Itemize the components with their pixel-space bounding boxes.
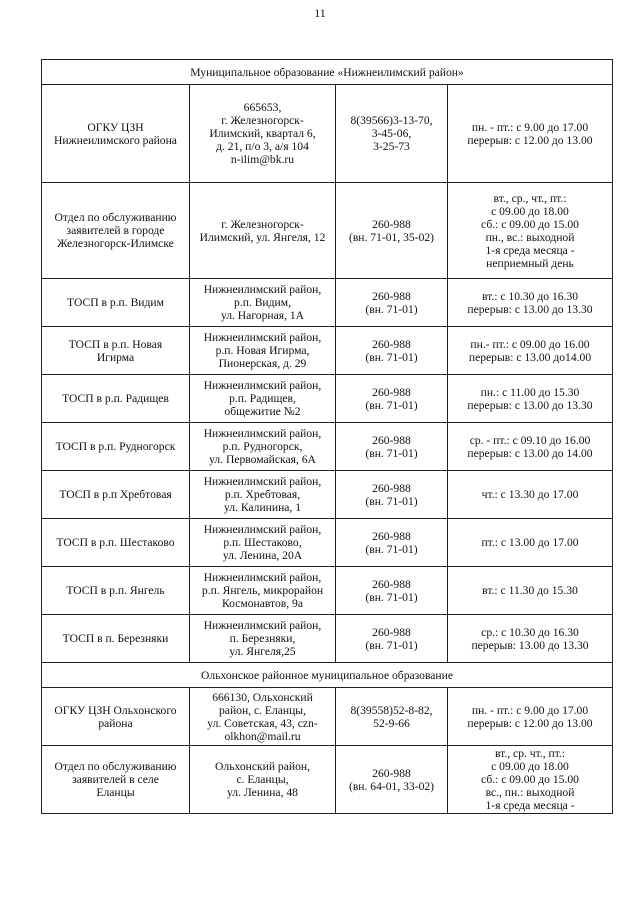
table-row	[42, 519, 613, 567]
employment-centers-table	[41, 59, 613, 814]
office-hours: ср. - пт.: с 09.10 до 16.00 перерыв: с 13.00 до 14.00	[448, 423, 613, 471]
office-name: ТОСП в р.п. Рудногорск	[42, 423, 190, 471]
office-address: Нижнеилимский район, р.п. Новая Игирма, Пионерская, д. 29	[190, 327, 336, 375]
office-phone: 260-988 (вн. 71-01)	[336, 327, 448, 375]
table-row	[42, 279, 613, 327]
office-hours: вт., ср. чт., пт.: с 09.00 до 18.00 сб.: с 09.00 до 15.00 вс., пн.: выходной 1-я среда месяца -	[448, 746, 613, 814]
office-name: ОГКУ ЦЗН Ольхонского района	[42, 688, 190, 746]
office-phone: 260-988 (вн. 71-01, 35-02)	[336, 183, 448, 279]
table-row	[42, 688, 613, 746]
section-header-row	[42, 663, 613, 688]
office-phone: 260-988 (вн. 71-01)	[336, 423, 448, 471]
office-name: ТОСП в п. Березняки	[42, 615, 190, 663]
office-hours: пн.- пт.: с 09.00 до 16.00 перерыв: с 13.00 до14.00	[448, 327, 613, 375]
office-address: г. Железногорск- Илимский, ул. Янгеля, 12	[190, 183, 336, 279]
office-hours: пт.: с 13.00 до 17.00	[448, 519, 613, 567]
section-title: Ольхонское районное муниципальное образование	[42, 663, 613, 688]
table-row	[42, 471, 613, 519]
office-hours: пн. - пт.: с 9.00 до 17.00 перерыв: с 12.00 до 13.00	[448, 688, 613, 746]
section-title: Муниципальное образование «Нижнеилимский район»	[42, 60, 613, 85]
office-hours: вт.: с 11.30 до 15.30	[448, 567, 613, 615]
office-name: ТОСП в р.п. Радищев	[42, 375, 190, 423]
office-address: Нижнеилимский район, р.п. Рудногорск, ул. Первомайская, 6А	[190, 423, 336, 471]
table-row	[42, 327, 613, 375]
office-name: ТОСП в р.п. Шестаково	[42, 519, 190, 567]
office-hours: чт.: с 13.30 до 17.00	[448, 471, 613, 519]
office-name: ТОСП в р.п Хребтовая	[42, 471, 190, 519]
section-header-row	[42, 60, 613, 85]
table-row	[42, 423, 613, 471]
office-name: Отдел по обслуживанию заявителей в селе Еланцы	[42, 746, 190, 814]
table-row	[42, 746, 613, 814]
office-hours: вт.: с 10.30 до 16.30 перерыв: с 13.00 до 13.30	[448, 279, 613, 327]
office-phone: 260-988 (вн. 71-01)	[336, 615, 448, 663]
office-address: Нижнеилимский район, р.п. Шестаково, ул. Ленина, 20А	[190, 519, 336, 567]
office-phone: 260-988 (вн. 71-01)	[336, 471, 448, 519]
office-name: Отдел по обслуживанию заявителей в городе Железногорск-Илимске	[42, 183, 190, 279]
office-hours: пн.: с 11.00 до 15.30 перерыв: с 13.00 до 13.30	[448, 375, 613, 423]
office-address: Нижнеилимский район, п. Березняки, ул. Янгеля,25	[190, 615, 336, 663]
table-row	[42, 567, 613, 615]
office-address: Нижнеилимский район, р.п. Хребтовая, ул. Калинина, 1	[190, 471, 336, 519]
table-row	[42, 85, 613, 183]
office-address: Ольхонский район, с. Еланцы, ул. Ленина, 48	[190, 746, 336, 814]
office-phone: 260-988 (вн. 71-01)	[336, 279, 448, 327]
office-address: 666130, Ольхонский район, с. Еланцы, ул. Советская, 43, czn- olkhon@mail.ru	[190, 688, 336, 746]
office-hours: вт., ср., чт., пт.: с 09.00 до 18.00 сб.: с 09.00 до 15.00 пн., вс.: выходной 1-я среда месяца - неприемный день	[448, 183, 613, 279]
table-row	[42, 375, 613, 423]
table-row	[42, 183, 613, 279]
table-row	[42, 615, 613, 663]
office-address: Нижнеилимский район, р.п. Янгель, микрорайон Космонавтов, 9а	[190, 567, 336, 615]
office-phone: 8(39558)52-8-82, 52-9-66	[336, 688, 448, 746]
office-hours: пн. - пт.: с 9.00 до 17.00 перерыв: с 12.00 до 13.00	[448, 85, 613, 183]
office-name: ОГКУ ЦЗН Нижнеилимского района	[42, 85, 190, 183]
office-phone: 260-988 (вн. 71-01)	[336, 519, 448, 567]
office-name: ТОСП в р.п. Видим	[42, 279, 190, 327]
office-address: Нижнеилимский район, р.п. Радищев, общежитие №2	[190, 375, 336, 423]
office-phone: 260-988 (вн. 71-01)	[336, 567, 448, 615]
page-number: 11	[314, 6, 326, 20]
office-name: ТОСП в р.п. Новая Игирма	[42, 327, 190, 375]
office-address: 665653, г. Железногорск- Илимский, квартал 6, д. 21, п/о 3, а/я 104 n-ilim@bk.ru	[190, 85, 336, 183]
office-address: Нижнеилимский район, р.п. Видим, ул. Нагорная, 1А	[190, 279, 336, 327]
office-phone: 260-988 (вн. 71-01)	[336, 375, 448, 423]
office-phone: 260-988 (вн. 64-01, 33-02)	[336, 746, 448, 814]
office-phone: 8(39566)3-13-70, 3-45-06, 3-25-73	[336, 85, 448, 183]
office-hours: ср.: с 10.30 до 16.30 перерыв: 13.00 до 13.30	[448, 615, 613, 663]
office-name: ТОСП в р.п. Янгель	[42, 567, 190, 615]
